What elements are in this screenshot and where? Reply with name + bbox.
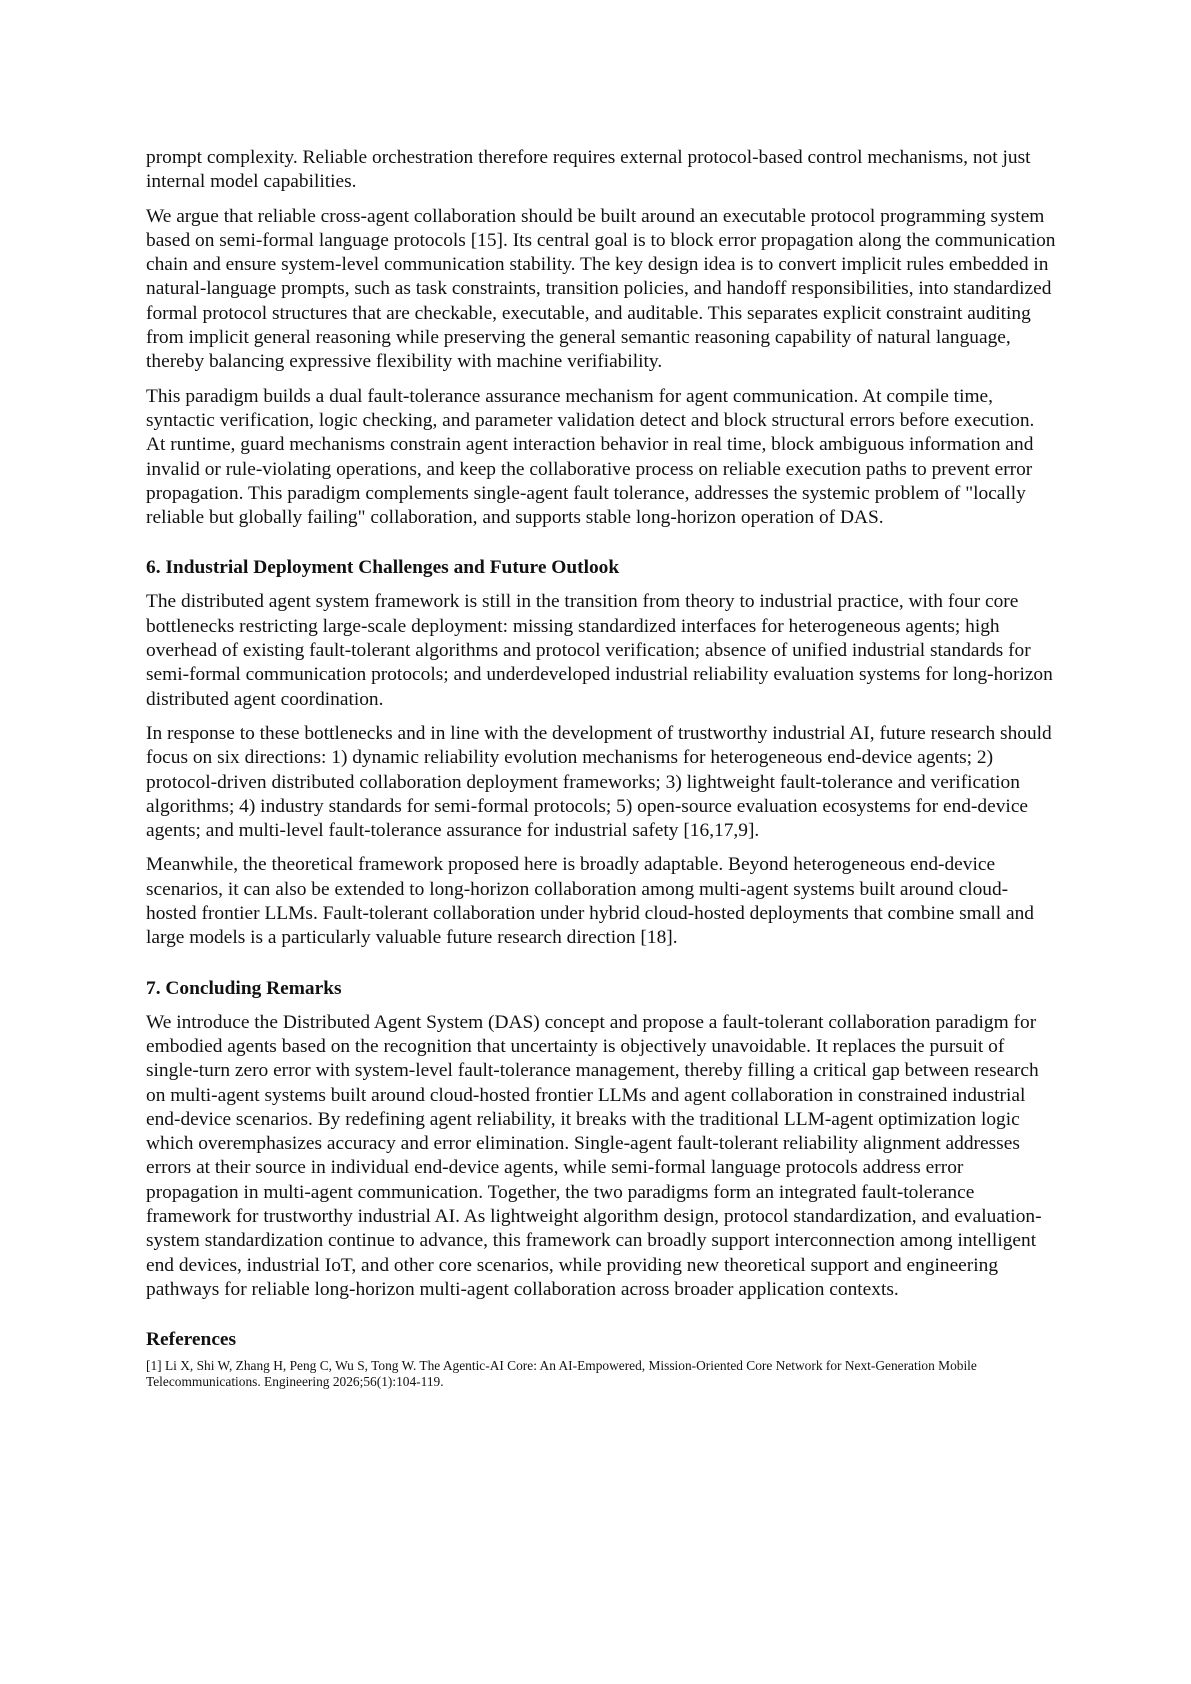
body-paragraph: We argue that reliable cross-agent collaboration should be built around an executable protocol programming system based on semi-formal language protocols [15]. Its central goal is to block error propagation along the communication chain and ensure system-level communication stability. The key design idea is to convert implicit rules embedded in natural-language prompts, such as task constraints, transition policies, and handoff responsibilities, into standardized formal protocol structures that are checkable, executable, and auditable. This separates explicit constraint auditing from implicit general reasoning while preserving the general semantic reasoning capability of natural language, thereby balancing expressive flexibility with machine verifiability.: [146, 205, 1056, 373]
body-paragraph: This paradigm builds a dual fault-tolerance assurance mechanism for agent communication. At compile time, syntactic verification, logic checking, and parameter validation detect and block structural errors before execution. At runtime, guard mechanisms constrain agent interaction behavior in real time, block ambiguous information and invalid or rule-violating operations, and keep the collaborative process on reliable execution paths to prevent error propagation. This paradigm complements single-agent fault tolerance, addresses the systemic problem of "locally reliable but globally failing" collaboration, and supports stable long-horizon operation of DAS.: [146, 385, 1035, 529]
section-heading-7: 7. Concluding Remarks: [146, 977, 342, 999]
body-paragraph: The distributed agent system framework is still in the transition from theory to industrial practice, with four core bottlenecks restricting large-scale deployment: missing standardized interfaces for heterogeneous agents; high overhead of existing fault-tolerant algorithms and protocol verification; absence of unified industrial standards for semi-formal communication protocols; and underdeveloped industrial reliability evaluation systems for long-horizon distributed agent coordination.: [146, 591, 1053, 710]
reference-item: [1] Li X, Shi W, Zhang H, Peng C, Wu S, Tong W. The Agentic-AI Core: An AI-Empowered, Mission-Oriented Core Network for Next-Generation Mobile Telecommunications. Engineering 2026;56(1):104-119.: [146, 1358, 977, 1390]
references-heading: References: [146, 1329, 237, 1351]
body-paragraph: In response to these bottlenecks and in line with the development of trustworthy industrial AI, future research should focus on six directions: 1) dynamic reliability evolution mechanisms for heterogeneous end-device agents; 2) protocol-driven distributed collaboration deployment frameworks; 3) lightweight fault-tolerance and verification algorithms; 4) industry standards for semi-formal protocols; 5) open-source evaluation ecosystems for end-device agents; and multi-level fault-tolerance assurance for industrial safety [16,17,9].: [146, 722, 1052, 842]
body-paragraph: Meanwhile, the theoretical framework proposed here is broadly adaptable. Beyond heterogeneous end-device scenarios, it can also be extended to long-horizon collaboration among multi-agent systems built around cloud-hosted frontier LLMs. Fault-tolerant collaboration under hybrid cloud-hosted deployments that combine small and large models is a particularly valuable future research direction [18].: [146, 854, 1034, 949]
body-paragraph: We introduce the Distributed Agent System (DAS) concept and propose a fault-tolerant collaboration paradigm for embodied agents based on the recognition that uncertainty is objectively unavoidable. It replaces the pursuit of single-turn zero error with system-level fault-tolerance management, thereby filling a critical gap between research on multi-agent systems built around cloud-hosted frontier LLMs and agent collaboration in constrained industrial end-device scenarios. By redefining agent reliability, it breaks with the traditional LLM-agent optimization logic which overemphasizes accuracy and error elimination. Single-agent fault-tolerant reliability alignment addresses errors at their source in individual end-device agents, while semi-formal language protocols address error propagation in multi-agent communication. Together, the two paradigms form an integrated fault-tolerance framework for trustworthy industrial AI. As lightweight algorithm design, protocol standardization, and evaluation-system standardization continue to advance, this framework can broadly support interconnection among intelligent end devices, industrial IoT, and other core scenarios, while providing new theoretical support and engineering pathways for reliable long-horizon multi-agent collaboration across broader application contexts.: [146, 1011, 1042, 1300]
section-heading-6: 6. Industrial Deployment Challenges and Future Outlook: [146, 557, 620, 579]
paper-page: [146, 146, 1056, 1390]
body-paragraph: prompt complexity. Reliable orchestration therefore requires external protocol-based control mechanisms, not just internal model capabilities.: [146, 147, 1031, 193]
